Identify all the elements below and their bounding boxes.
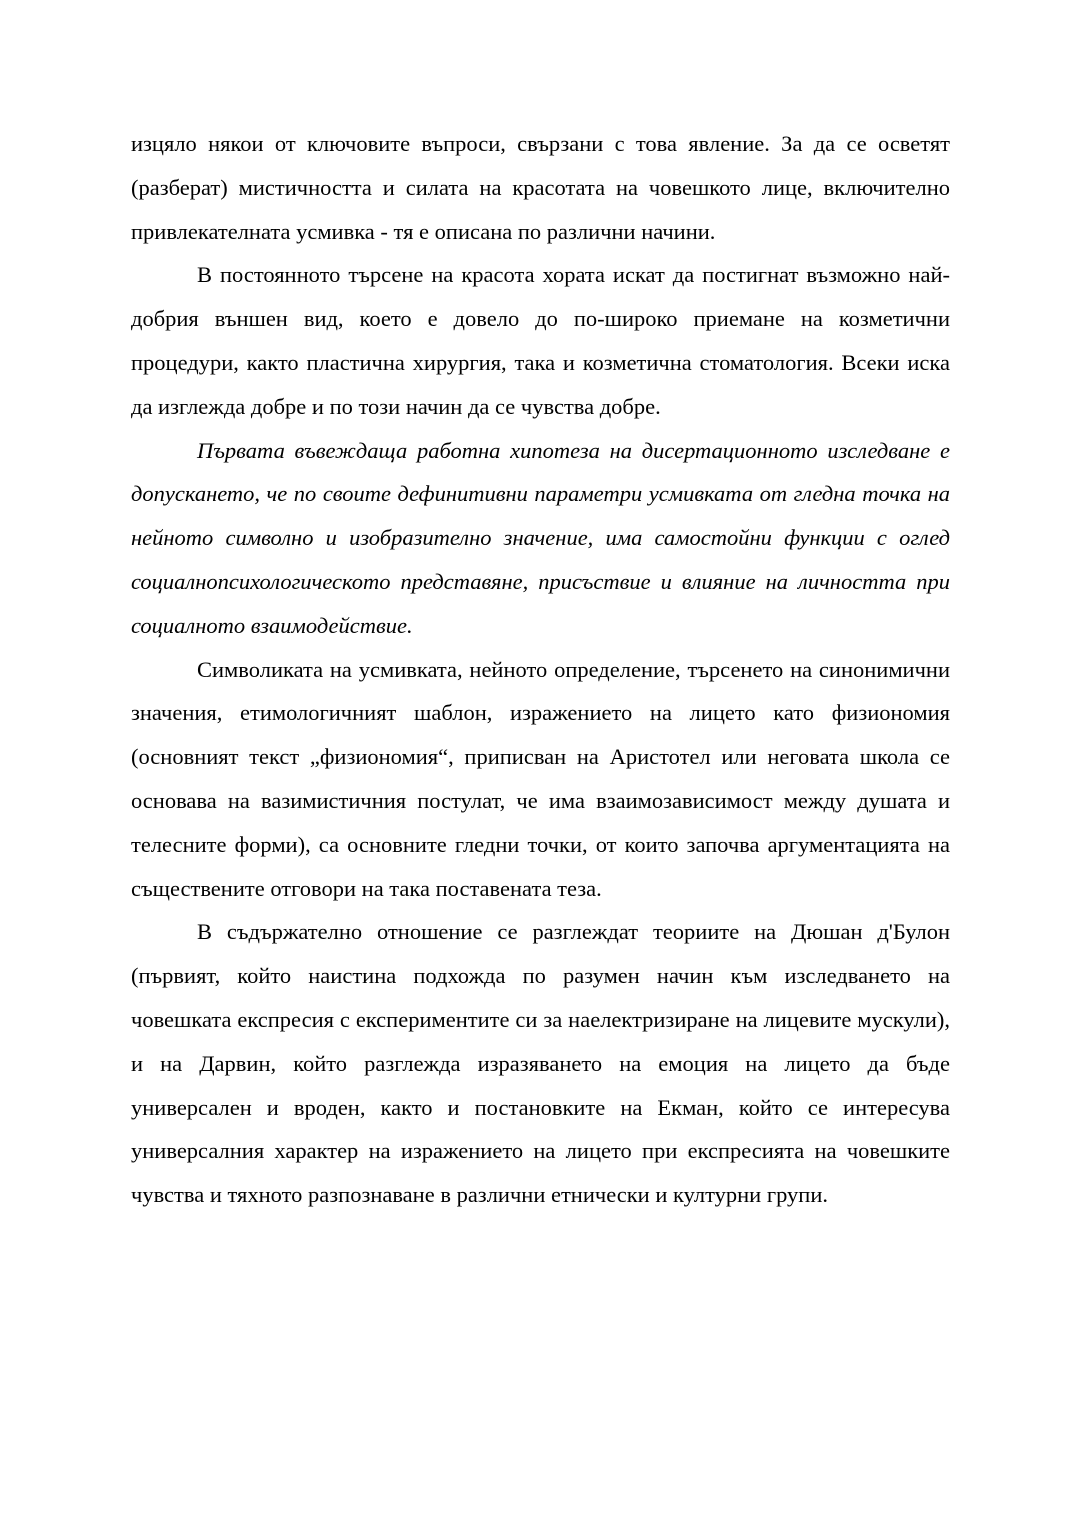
paragraph-continuation: изцяло някои от ключовите въпроси, свързани с това явление. За да се осветят (разберат) мистичността и силата на красотата на човешкото лице, включително привлекателната усмивка - тя е описана по различни начини. [131,131,950,244]
paragraph-hypothesis: Първата въвеждаща работна хипотеза на дисертационното изследване е допускането, че по своите дефинитивни параметри усмивката от гледна точка на нейното символно и изобразително значение, има самостойни функции с оглед социалнопсихологическото представяне, присъствие и влияние на личността при социалното взаимодействие. [131,437,950,638]
paragraph-smile-symbolism: Символиката на усмивката, нейното определение, търсенето на синонимични значения, етимологичният шаблон, изражението на лицето като физиономия (основният текст „физиономия“, приписван на Аристотел или неговата школа се основава на вазимистичния постулат, че има взаимозависимост между душата и телесните форми), са основните гледни точки, от които започва аргументацията на съществените отговори на така поставената теза. [131,656,950,901]
paragraph-theories: В съдържателно отношение се разглеждат теориите на Дюшан д'Булон (първият, който наистина подхожда по разумен начин към изследването на човешката експресия с експериментите си за наелектризиране на лицевите мускули), и на Дарвин, който разглежда изразяването на емоция на лицето да бъде универсален и вроден, както и постановките на Екман, който се интересува универсалния характер на изражението на лицето при експресията на човешките чувства и тяхното разпознаване в различни етнически и културни групи. [131,919,950,1208]
paragraph-beauty-search: В постоянното търсене на красота хората искат да постигнат възможно най-добрия външен вид, което е довело до по-широко приемане на козметични процедури, както пластична хирургия, така и козметична стоматология. Всеки иска да изглежда добре и по този начин да се чувства добре. [131,262,950,419]
body-text [131,122,950,1217]
